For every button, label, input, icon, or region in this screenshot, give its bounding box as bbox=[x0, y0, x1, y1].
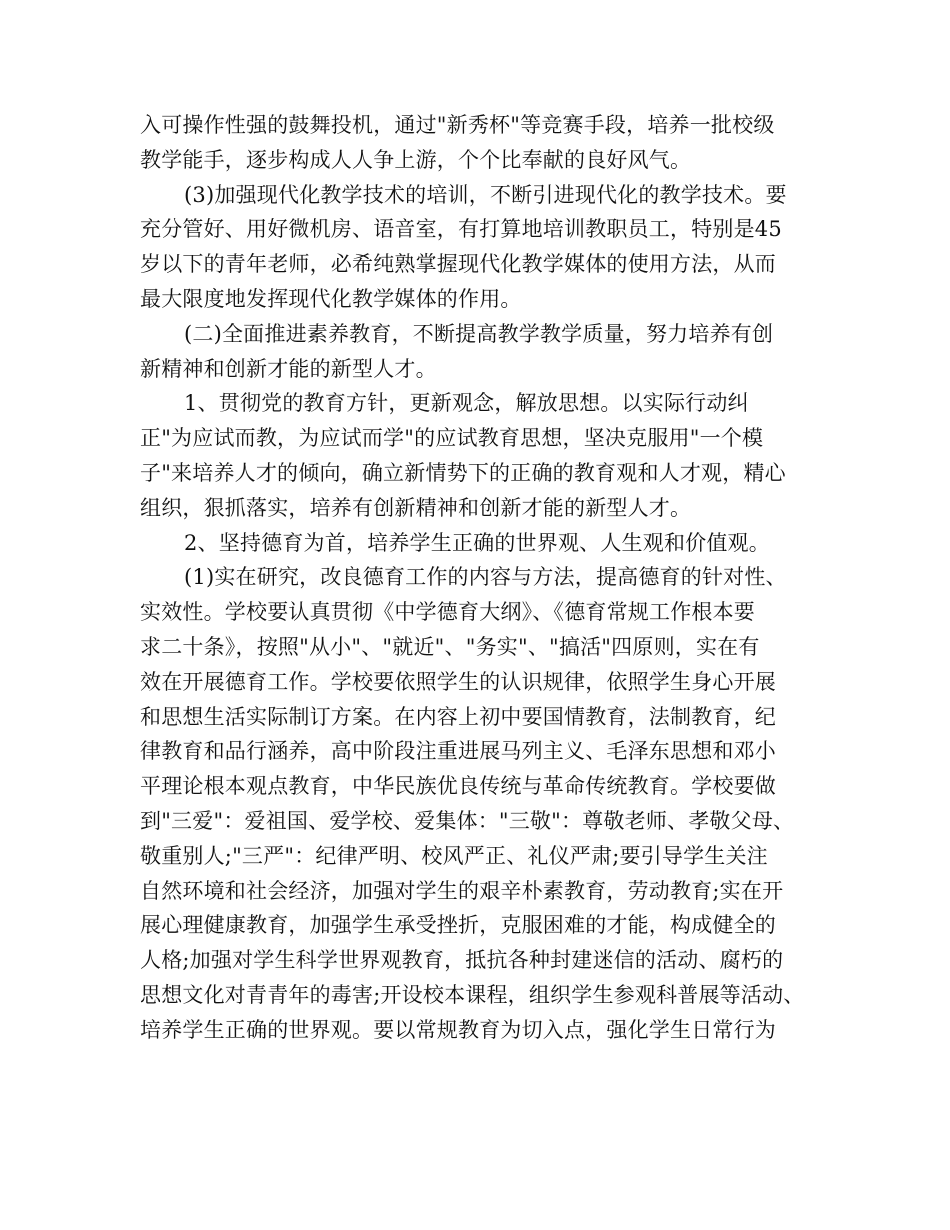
text-line: 思想文化对青青年的毒害;开设校本课程，组织学生参观科普展等活动、 bbox=[140, 982, 805, 1007]
text-line: 1、贯彻党的教育方针，更新观念，解放思想。以实际行动纠 bbox=[184, 391, 749, 416]
text-line: 律教育和品行涵养，高中阶段注重进展马列主义、毛泽东思想和邓小 bbox=[140, 739, 776, 764]
text-line: 敬重别人;"三严"：纪律严明、校风严正、礼仪严肃;要引导学生关注 bbox=[140, 843, 768, 868]
text-line: 和思想生活实际制订方案。在内容上初中要国情教育，法制教育，纪 bbox=[140, 704, 776, 729]
text-line: 培养学生正确的世界观。要以常规教育为切入点，强化学生日常行为 bbox=[140, 1017, 776, 1042]
text-line: (3)加强现代化教学技术的培训，不断引进现代化的教学技术。要 bbox=[184, 182, 787, 207]
text-line: 平理论根本观点教育，中华民族优良传统与革命传统教育。学校要做 bbox=[140, 774, 776, 799]
text-line: 最大限度地发挥现代化教学媒体的作用。 bbox=[140, 286, 522, 311]
text-line: 到"三爱"：爱祖国、爱学校、爱集体："三敬"：尊敬老师、孝敬父母、 bbox=[140, 808, 795, 833]
text-line: 组织，狠抓落实，培养有创新精神和创新才能的新型人才。 bbox=[140, 495, 692, 520]
text-line: 效在开展德育工作。学校要依照学生的认识规律，依照学生身心开展 bbox=[140, 669, 776, 694]
text-line: 正"为应试而教，为应试而学"的应试教育思想，坚决克服用"一个模 bbox=[140, 426, 764, 451]
text-line: 人格;加强对学生科学世界观教育，抵抗各种封建迷信的活动、腐朽的 bbox=[140, 948, 784, 973]
text-line: 自然环境和社会经济，加强对学生的艰辛朴素教育，劳动教育;实在开 bbox=[140, 878, 784, 903]
text-line: 实效性。学校要认真贯彻《中学德育大纲》、《德育常规工作根本要 bbox=[140, 600, 755, 625]
text-line: 子"来培养人才的倾向，确立新情势下的正确的教育观和人才观，精心 bbox=[140, 460, 786, 485]
text-line: 入可操作性强的鼓舞投机，通过"新秀杯"等竞赛手段，培养一批校级 bbox=[140, 113, 775, 137]
text-line: 新精神和创新才能的新型人才。 bbox=[140, 356, 437, 381]
text-line: (1)实在研究，改良德育工作的内容与方法，提高德育的针对性、 bbox=[184, 565, 787, 590]
text-line: 充分管好、用好微机房、语音室，有打算地培训教职员工，特别是45 bbox=[140, 217, 782, 242]
text-line: 岁以下的青年老师，必希纯熟掌握现代化教学媒体的使用方法，从而 bbox=[140, 252, 776, 277]
text-line: 2、坚持德育为首，培养学生正确的世界观、人生观和价值观。 bbox=[184, 530, 770, 555]
body-text bbox=[140, 108, 816, 1048]
text-line: 展心理健康教育，加强学生承受挫折，克服困难的才能，构成健全的 bbox=[140, 913, 776, 938]
text-line: (二)全面推进素养教育，不断提高教学教学质量，努力培养有创 bbox=[184, 321, 774, 346]
text-line: 求二十条》，按照"从小"、"就近"、"务实"、"搞活"四原则，实在有 bbox=[140, 634, 760, 659]
text-line: 教学能手，逐步构成人人争上游，个个比奉献的良好风气。 bbox=[140, 147, 692, 172]
